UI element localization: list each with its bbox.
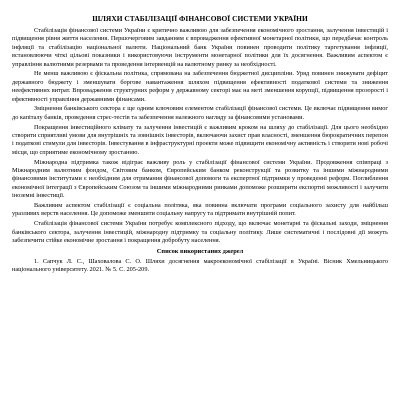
reference-item: 1. Сапчук Л. С., Шаховалова С. О. Шляхи досягнення макроекономічної стабілізації в Україні. Вісник Хмельницького національного університету. 2021. № 5. С. 205-209. [12, 257, 388, 274]
paragraph-international: Міжнародна підтримка також відіграє важливу роль у стабілізації фінансової системи України. Продовження співпраці з Міжнародним валютним фондом, Світовим банком, Європейським банком реконструкції та розвитку та іншими міжнародними фінансовими інститутами є необхідним для отримання фінансової допомоги та експертної підтримки у проведенні реформ. Поглиблення економічної інтеграції з Європейським Союзом та іншими міжнародними ринками допоможе розширити експортні можливості і залучити іноземні інвестиції. [12, 158, 388, 200]
paragraph-fiscal: Не менш важливою є фіскальна політика, спрямована на забезпечення бюджетної дисципліни. Уряд повинен знижувати дефіцит державного бюджету і зменшувати боргове навантаження шляхом підвищення ефективності податкової системи та зниження неефективних витрат. Впровадження структурних реформ у державному секторі має на меті зменшення корупції, підвищення прозорості і ефективності управління державними фінансами. [12, 70, 388, 103]
document-title: ШЛЯХИ СТАБІЛІЗАЦІЇ ФІНАНСОВОЇ СИСТЕМИ УКРАЇНИ [92, 14, 308, 23]
paragraph-conclusion: Стабілізація фінансової системи України потребує комплексного підходу, що включає монетарні та фіскальні заходи, зміцнення банківського сектора, залучення інвестицій, міжнародну підтримку та соціальну політику. Лише систематичні і послідовні дії можуть забезпечити стійке економічне зростання і покращення добробуту населення. [12, 220, 388, 244]
paragraph-banking: Зміцнення банківського сектора є ще одним ключовим елементом стабілізації фінансової системи. Це включає підвищення вимог до капіталу банків, проведення стрес-тестів та забезпечення належного нагляду за фінансовими установами. [12, 105, 388, 121]
paragraph-social: Важливим аспектом стабілізації є соціальна політика, яка повинна включати програми соціального захисту для найбільш уразливих верств населення. Це допоможе зменшити соціальну напругу та підтримати внутрішній попит. [12, 202, 388, 218]
paragraph-monetary: Стабілізація фінансової системи України є критично важливою для забезпечення економічного зростання, залучення інвестицій і підвищення рівня життя населення. Першочерговим завданням є впровадження ефективної монетарної політики, що передбачає контроль інфляції та стабілізацію національної валюти. Національний банк України повинен проводити політику таргетування інфляції, встановлюючи чіткі цільові показники і використовуючи інструменти монетарної політики для їх досягнення. Важливим аспектом є управління валютними резервами та проведення інтервенцій на валютному ринку за необхідності. [12, 27, 388, 68]
paragraph-investment: Покращення інвестиційного клімату та залучення інвестицій є важливим кроком на шляху до стабілізації. Для цього необхідно створити сприятливі умови для внутрішніх та зовнішніх інвесторів, включаючи захист прав власності, зменшення бюрократичних перепон і податкові стимули для інвесторів. Інвестування в інфраструктурні проекти може підвищити економічну активність і створити нові робочі місця, що сприятиме економічному зростанню. [12, 123, 388, 156]
references-title: Список використаних джерел [156, 248, 244, 256]
